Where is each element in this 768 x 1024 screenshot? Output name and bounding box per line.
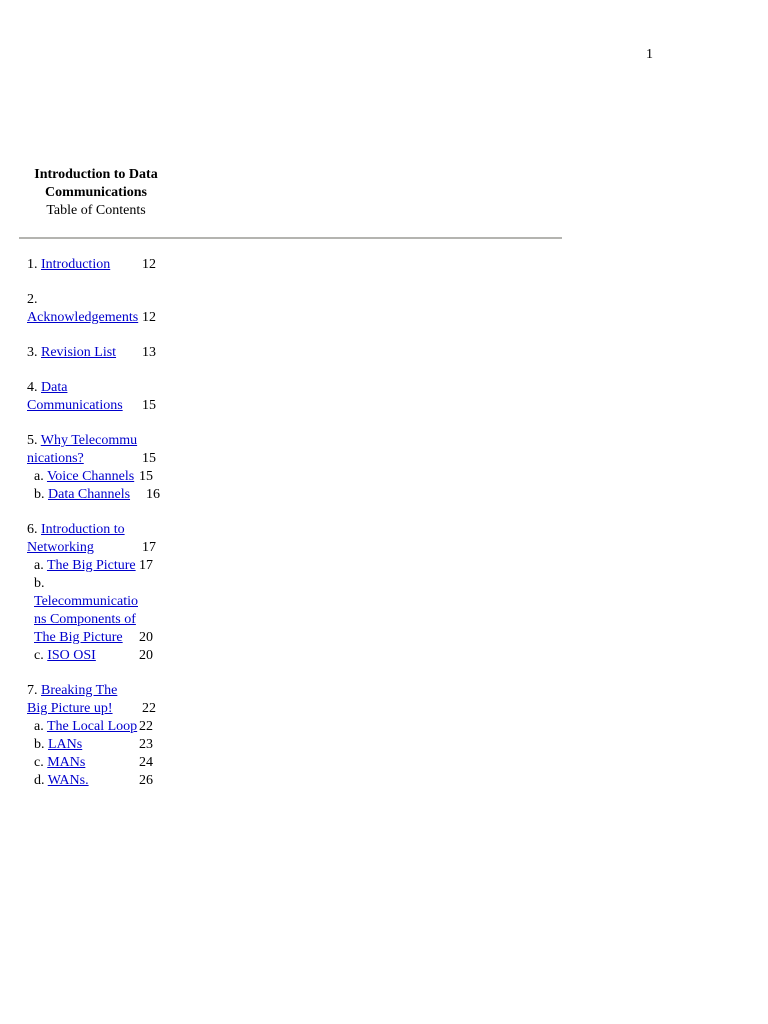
toc-entry xyxy=(27,379,227,415)
toc-link-introduction-to-networking[interactable]: Introduction to Networking xyxy=(27,522,125,555)
toc-sub-number: a. xyxy=(34,558,44,573)
toc-subrow xyxy=(27,468,227,486)
toc-sub-number: a. xyxy=(34,719,44,734)
toc-entry xyxy=(27,291,227,327)
toc-sub-number: c. xyxy=(34,648,44,663)
toc-link-revision-list[interactable]: Revision List xyxy=(41,345,117,360)
toc-label-cell xyxy=(27,468,138,486)
toc-label-cell xyxy=(27,486,145,504)
toc-link-telecommunications-components[interactable]: Telecommunications Components of The Big Picture xyxy=(34,594,138,645)
toc-label-cell xyxy=(27,575,138,647)
toc-number: 3. xyxy=(27,345,38,360)
toc-sub-number: c. xyxy=(34,755,44,770)
toc-page-number: 12 xyxy=(142,310,156,325)
document-subtitle: Table of Contents xyxy=(46,203,146,218)
toc-page-number: 20 xyxy=(139,648,153,663)
horizontal-rule xyxy=(19,237,562,239)
toc-entry xyxy=(27,344,227,362)
toc-label-cell xyxy=(27,754,138,772)
toc-link-iso-osi[interactable]: ISO OSI xyxy=(47,648,96,663)
toc-number: 4. xyxy=(27,380,38,395)
toc-page-number: 26 xyxy=(139,773,153,788)
toc-row xyxy=(27,256,227,274)
toc-page-number: 15 xyxy=(139,469,153,484)
toc-link-data-communications[interactable]: Data Communications xyxy=(27,380,123,413)
toc-page-number: 23 xyxy=(139,737,153,752)
toc-page-number: 22 xyxy=(142,701,156,716)
toc-sub-number: b. xyxy=(34,737,45,752)
toc-label-cell xyxy=(27,557,138,575)
toc-sub-number: a. xyxy=(34,469,44,484)
toc-link-why-telecommunications[interactable]: Why Telecommunications? xyxy=(27,433,138,466)
toc-sub-number: b. xyxy=(34,576,45,591)
toc-page-number: 13 xyxy=(142,345,156,360)
toc-link-introduction[interactable]: Introduction xyxy=(41,257,111,272)
toc-label-cell xyxy=(27,344,141,362)
toc-row xyxy=(27,344,227,362)
toc-label-cell xyxy=(27,291,141,327)
toc-entry xyxy=(27,432,227,504)
toc-page-number: 24 xyxy=(139,755,153,770)
toc-label-cell xyxy=(27,682,141,718)
toc-page-number: 15 xyxy=(142,451,156,466)
toc-page-number: 22 xyxy=(139,719,153,734)
page-number: 1 xyxy=(646,47,653,62)
toc-sub-number: d. xyxy=(34,773,45,788)
toc-label-cell xyxy=(27,521,141,557)
toc-page-number: 16 xyxy=(146,487,160,502)
toc-number: 6. xyxy=(27,522,38,537)
toc-link-lans[interactable]: LANs xyxy=(48,737,83,752)
toc-label-cell xyxy=(27,736,138,754)
toc-link-the-local-loop[interactable]: The Local Loop xyxy=(46,719,138,734)
toc-number: 2. xyxy=(27,292,38,307)
toc-label-cell xyxy=(27,772,138,790)
toc-subrow xyxy=(27,772,227,790)
toc-subrow xyxy=(27,754,227,772)
toc-sub-number: b. xyxy=(34,487,45,502)
toc-row xyxy=(27,682,227,718)
toc-page-number: 20 xyxy=(139,630,153,645)
toc-label-cell xyxy=(27,718,138,736)
toc-link-data-channels[interactable]: Data Channels xyxy=(48,487,131,502)
toc-link-breaking-the-big-picture-up[interactable]: Breaking The Big Picture up! xyxy=(27,683,118,716)
toc-page-number: 17 xyxy=(139,558,153,573)
toc-row xyxy=(27,379,227,415)
toc-number: 7. xyxy=(27,683,38,698)
toc-entry xyxy=(27,521,227,665)
toc-label-cell xyxy=(27,647,138,665)
document-title-line-2: Communications xyxy=(45,185,147,200)
toc-entry xyxy=(27,256,227,274)
toc-entry xyxy=(27,682,227,790)
table-of-contents xyxy=(27,256,227,807)
toc-link-the-big-picture[interactable]: The Big Picture xyxy=(46,558,136,573)
toc-subrow xyxy=(27,557,227,575)
title-block xyxy=(20,166,172,220)
toc-link-mans[interactable]: MANs xyxy=(47,755,86,770)
toc-page-number: 15 xyxy=(142,398,156,413)
toc-subrow xyxy=(27,647,227,665)
toc-number: 1. xyxy=(27,257,38,272)
toc-page-number: 12 xyxy=(142,257,156,272)
toc-page-number: 17 xyxy=(142,540,156,555)
toc-subrow xyxy=(27,575,227,647)
toc-row xyxy=(27,521,227,557)
document-title-line-1: Introduction to Data xyxy=(34,167,158,182)
toc-row xyxy=(27,291,227,327)
toc-subrow xyxy=(27,736,227,754)
toc-subrow xyxy=(27,718,227,736)
toc-label-cell xyxy=(27,379,141,415)
toc-label-cell xyxy=(27,256,141,274)
toc-link-voice-channels[interactable]: Voice Channels xyxy=(46,469,135,484)
toc-number: 5. xyxy=(27,433,38,448)
toc-link-acknowledgements[interactable]: Acknowledgements xyxy=(27,310,139,325)
toc-link-wans[interactable]: WANs. xyxy=(47,773,89,788)
toc-label-cell xyxy=(27,432,141,468)
toc-row xyxy=(27,432,227,468)
toc-subrow xyxy=(27,486,227,504)
